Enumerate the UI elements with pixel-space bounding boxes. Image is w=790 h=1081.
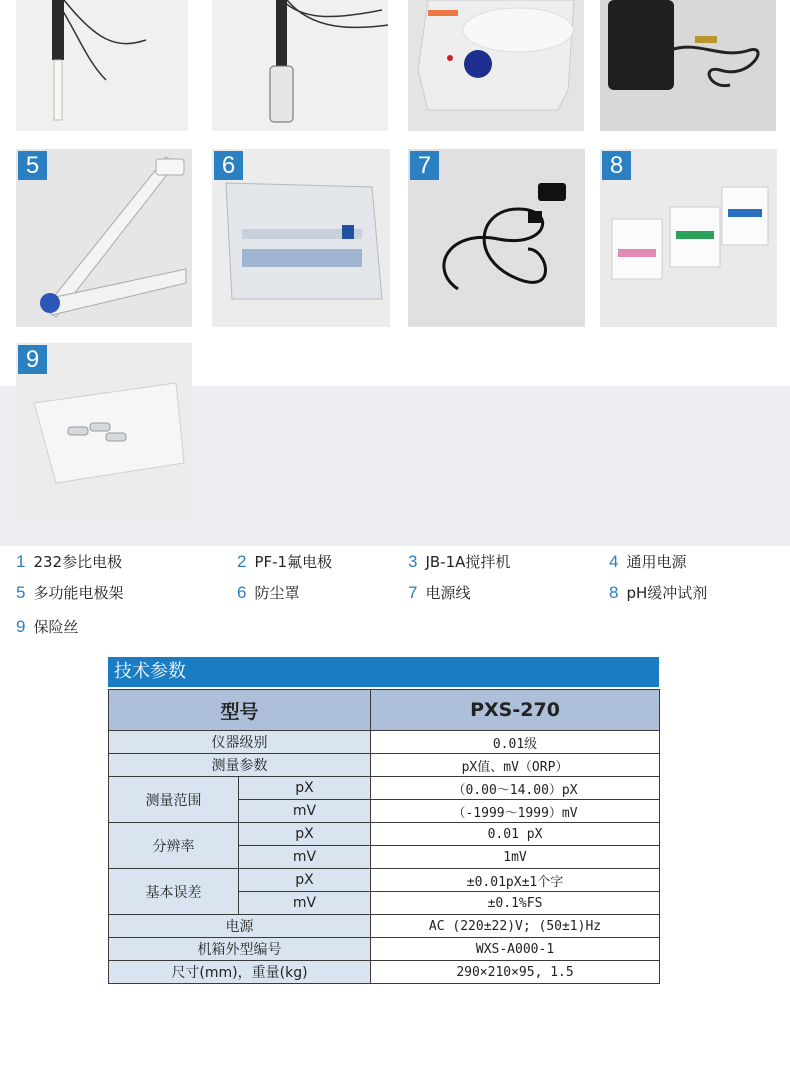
spec-label: 分辨率 (109, 823, 239, 869)
spec-sublabel: mV (239, 800, 371, 823)
spec-value: （0.00～14.00）pX (371, 777, 660, 800)
table-row (109, 690, 660, 731)
spec-table (108, 689, 660, 984)
table-row (109, 731, 660, 754)
model-label: 型号 (109, 690, 371, 731)
item-label: 232参比电极 (33, 553, 123, 571)
spec-label: 仪器级别 (109, 731, 371, 754)
photo-number-badge: 7 (410, 151, 439, 180)
item-label: 防尘罩 (254, 584, 300, 602)
photo-fuses (16, 343, 192, 521)
electrode-image (16, 0, 188, 131)
spec-value: ±0.1%FS (371, 892, 660, 915)
list-item (16, 552, 122, 572)
item-number: 6 (237, 583, 247, 602)
spec-sublabel: pX (239, 777, 371, 800)
spec-value: 290×210×95, 1.5 (371, 961, 660, 984)
photo-number-badge: 5 (18, 151, 47, 180)
photo-power-cord (408, 149, 585, 327)
item-label: 通用电源 (626, 553, 687, 571)
table-row (109, 777, 660, 800)
item-number: 9 (16, 617, 26, 636)
spec-label: 测量范围 (109, 777, 239, 823)
spec-value: ±0.01pX±1个字 (371, 869, 660, 892)
table-row (109, 961, 660, 984)
table-row (109, 869, 660, 892)
list-item (408, 552, 510, 572)
spec-sublabel: pX (239, 823, 371, 846)
spec-label: 测量参数 (109, 754, 371, 777)
list-item (609, 552, 686, 572)
item-number: 5 (16, 583, 26, 602)
table-row (109, 938, 660, 961)
photo-power-adapter (600, 0, 776, 131)
photo-number-badge: 6 (214, 151, 243, 180)
item-label: pH缓冲试剂 (626, 584, 708, 602)
item-number: 8 (609, 583, 619, 602)
spec-label: 电源 (109, 915, 371, 938)
photo-electrode-stand (16, 149, 192, 327)
spec-title: 技术参数 (108, 657, 659, 687)
spec-value: WXS-A000-1 (371, 938, 660, 961)
photo-dust-cover (212, 149, 390, 327)
list-item (16, 583, 123, 603)
spec-value: pX值、mV（ORP） (371, 754, 660, 777)
item-label: JB-1A搅拌机 (425, 553, 511, 571)
spec-label: 机箱外型编号 (109, 938, 371, 961)
item-label: 保险丝 (33, 618, 79, 636)
spec-label: 尺寸(mm)，重量(kg) (109, 961, 371, 984)
list-item (16, 617, 78, 637)
photo-number-badge: 9 (18, 345, 47, 374)
model-value: PXS-270 (371, 690, 660, 731)
photo-number-badge: 8 (602, 151, 631, 180)
spec-sublabel: mV (239, 846, 371, 869)
item-label: PF-1氟电极 (254, 553, 333, 571)
item-number: 7 (408, 583, 418, 602)
table-row (109, 823, 660, 846)
spec-label: 基本误差 (109, 869, 239, 915)
photo-reference-electrode (16, 0, 188, 131)
photo-fluoride-electrode (212, 0, 388, 131)
list-item (237, 552, 332, 572)
spec-sublabel: pX (239, 869, 371, 892)
item-number: 4 (609, 552, 619, 571)
table-row (109, 754, 660, 777)
electrode-image (212, 0, 388, 131)
photo-stirrer (408, 0, 584, 131)
list-item (237, 583, 299, 603)
spec-value: 0.01 pX (371, 823, 660, 846)
item-number: 1 (16, 552, 26, 571)
spec-value: 1mV (371, 846, 660, 869)
photo-buffer-reagents (600, 149, 777, 327)
list-item (609, 583, 707, 603)
table-row (109, 915, 660, 938)
stirrer-image (408, 0, 584, 131)
adapter-image (600, 0, 776, 131)
spec-sublabel: mV (239, 892, 371, 915)
list-item (408, 583, 470, 603)
item-label: 多功能电极架 (33, 584, 124, 602)
item-number: 2 (237, 552, 247, 571)
spec-value: （-1999～1999）mV (371, 800, 660, 823)
item-label: 电源线 (425, 584, 471, 602)
spec-value: 0.01级 (371, 731, 660, 754)
spec-value: AC (220±22)V; (50±1)Hz (371, 915, 660, 938)
item-number: 3 (408, 552, 418, 571)
